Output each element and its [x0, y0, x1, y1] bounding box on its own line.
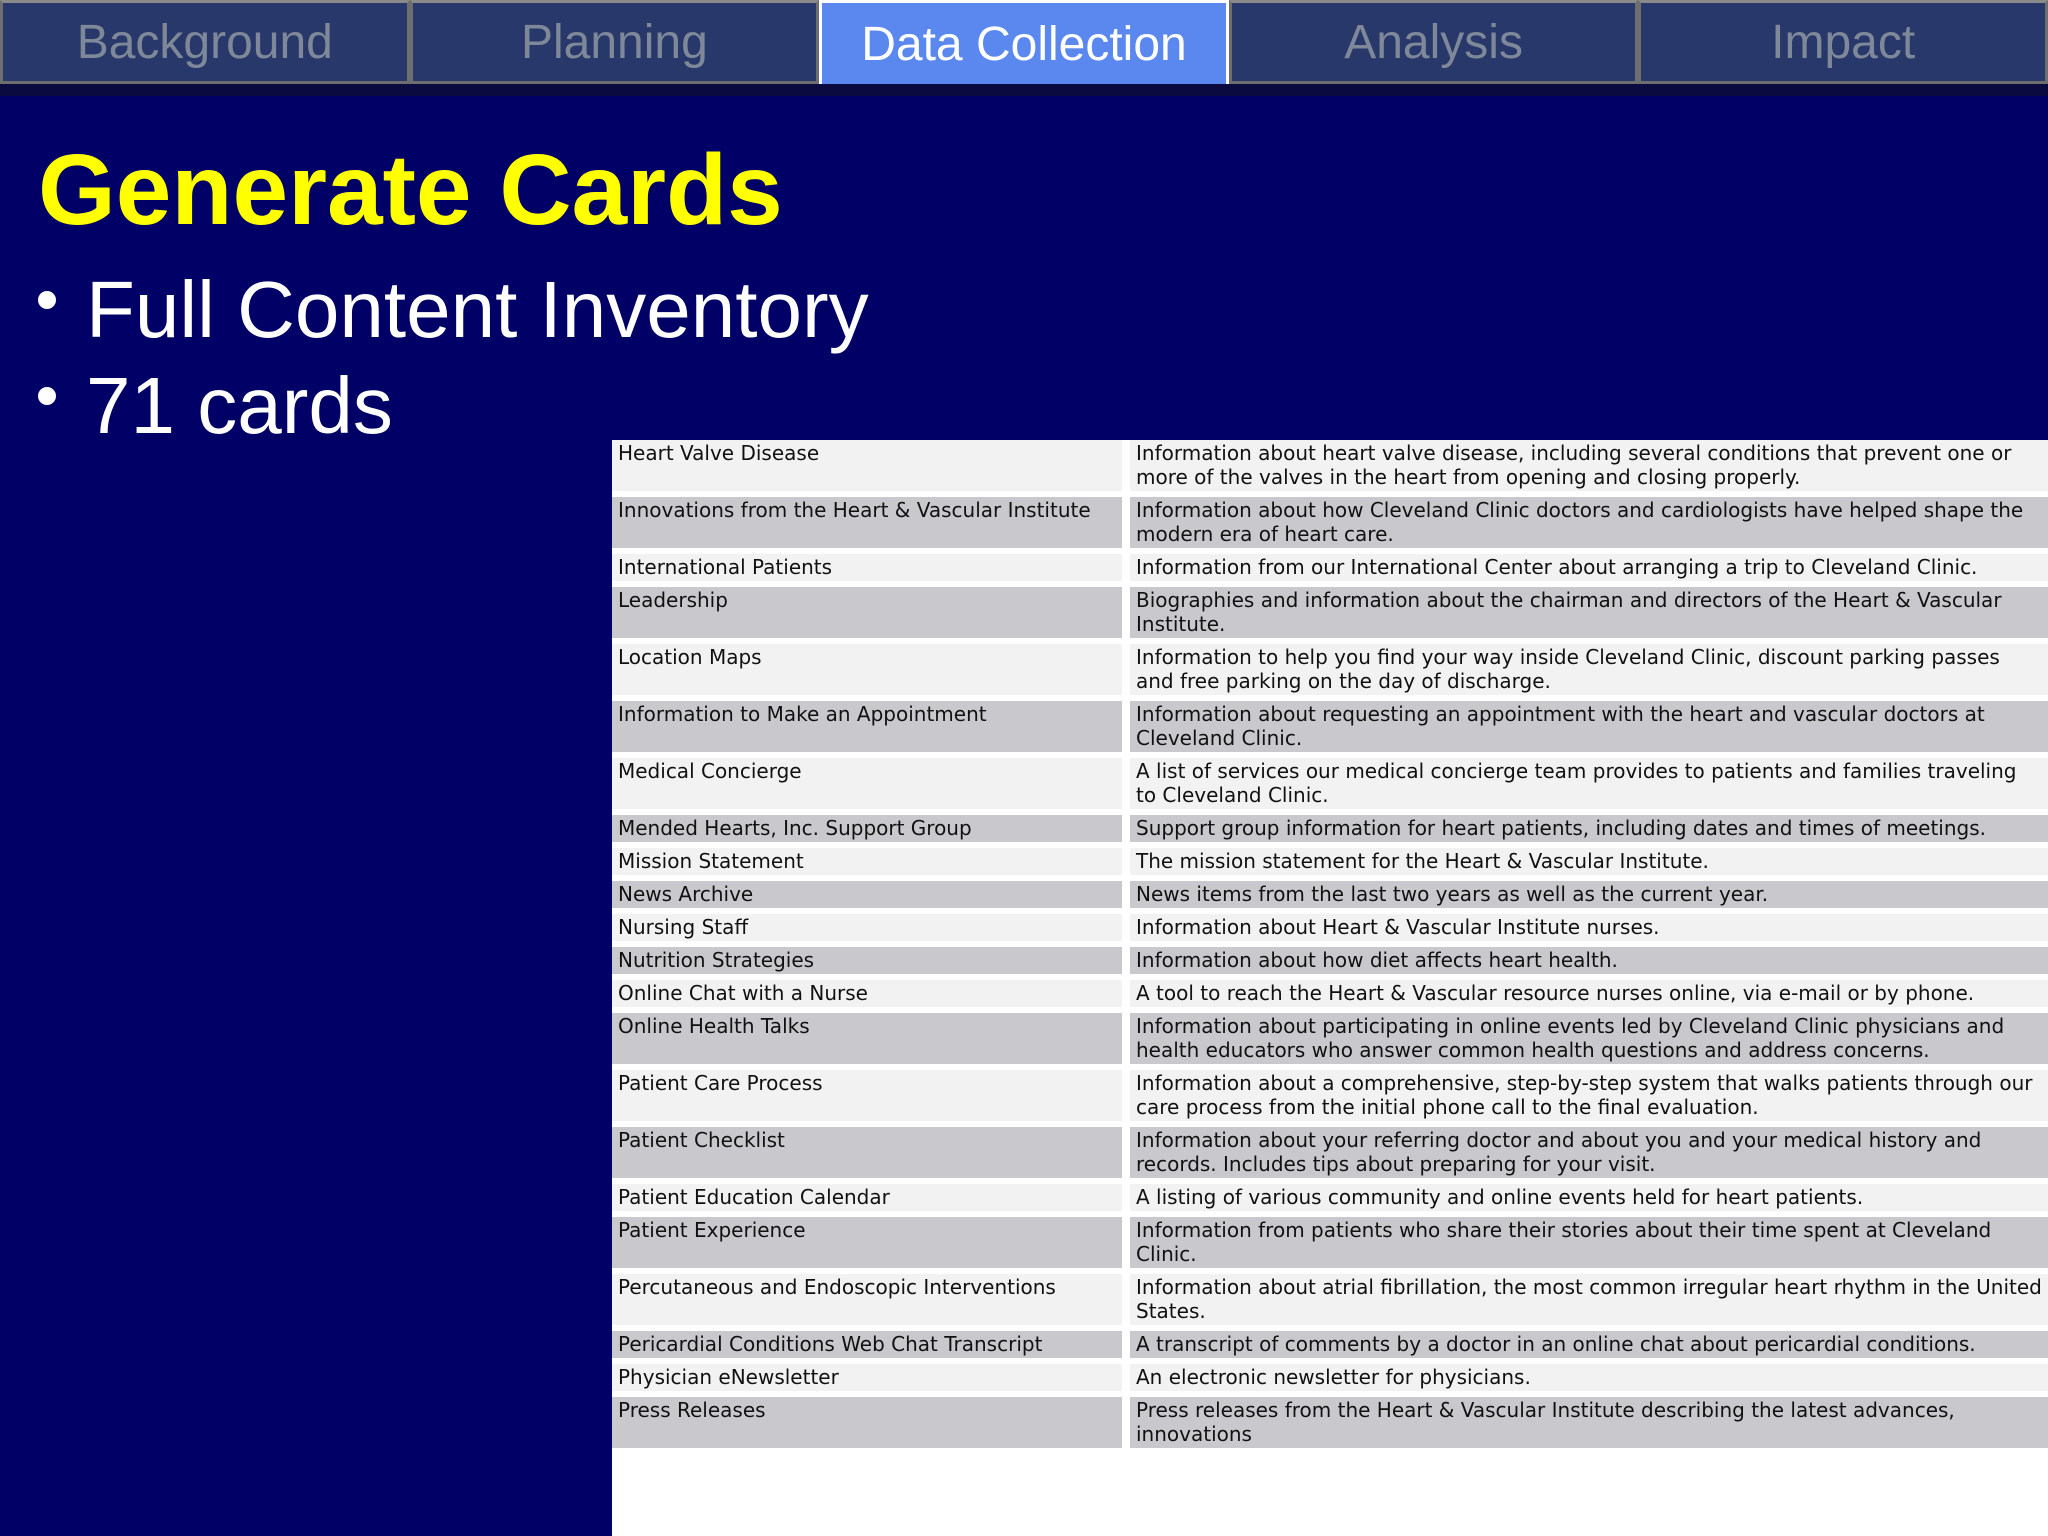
card-name: Location Maps	[612, 644, 1130, 695]
table-row	[612, 440, 2048, 491]
card-name: Mission Statement	[612, 848, 1130, 875]
bullet-text: Full Content Inventory	[86, 265, 869, 354]
table-row	[612, 554, 2048, 581]
card-name: Patient Education Calendar	[612, 1184, 1130, 1211]
table-row	[612, 1184, 2048, 1211]
card-description: Information about atrial fibrillation, the most common irregular heart rhythm in the United States.	[1130, 1274, 2048, 1325]
card-description: Biographies and information about the chairman and directors of the Heart & Vascular Institute.	[1130, 587, 2048, 638]
card-name: Information to Make an Appointment	[612, 701, 1130, 752]
card-name: Patient Checklist	[612, 1127, 1130, 1178]
card-name: Nutrition Strategies	[612, 947, 1130, 974]
card-description: Information about requesting an appointment with the heart and vascular doctors at Cleveland Clinic.	[1130, 701, 2048, 752]
table-row	[612, 497, 2048, 548]
tab-bar-shadow	[0, 84, 2048, 96]
card-name: News Archive	[612, 881, 1130, 908]
tab-background[interactable]: Background	[0, 0, 410, 84]
card-name: Patient Experience	[612, 1217, 1130, 1268]
card-description: Support group information for heart patients, including dates and times of meetings.	[1130, 815, 2048, 842]
card-name: Heart Valve Disease	[612, 440, 1130, 491]
table-row	[612, 1013, 2048, 1064]
card-name: Pericardial Conditions Web Chat Transcript	[612, 1331, 1130, 1358]
table-row	[612, 644, 2048, 695]
card-description: Information from patients who share their stories about their time spent at Cleveland Clinic.	[1130, 1217, 2048, 1268]
bullet-text: 71 cards	[86, 361, 393, 450]
card-name: Physician eNewsletter	[612, 1364, 1130, 1391]
table-row	[612, 848, 2048, 875]
card-description: Information about your referring doctor and about you and your medical history and records. Includes tips about preparing for your visit.	[1130, 1127, 2048, 1178]
card-description: Press releases from the Heart & Vascular Institute describing the latest advances, innovations	[1130, 1397, 2048, 1448]
card-name: Nursing Staff	[612, 914, 1130, 941]
card-description: The mission statement for the Heart & Vascular Institute.	[1130, 848, 2048, 875]
tab-planning[interactable]: Planning	[410, 0, 820, 84]
table-row	[612, 1274, 2048, 1325]
table-row	[612, 758, 2048, 809]
card-name: Online Chat with a Nurse	[612, 980, 1130, 1007]
card-description: Information about how Cleveland Clinic doctors and cardiologists have helped shape the modern era of heart care.	[1130, 497, 2048, 548]
bullet-list	[38, 262, 869, 454]
card-name: Medical Concierge	[612, 758, 1130, 809]
tab-data-collection[interactable]: Data Collection	[819, 0, 1229, 88]
card-name: Mended Hearts, Inc. Support Group	[612, 815, 1130, 842]
section-nav-bar	[0, 0, 2048, 96]
table-row	[612, 1331, 2048, 1358]
table-row	[612, 947, 2048, 974]
card-description: A list of services our medical concierge team provides to patients and families traveling to Cleveland Clinic.	[1130, 758, 2048, 809]
card-description: Information about participating in online events led by Cleveland Clinic physicians and health educators who answer common health questions and address concerns.	[1130, 1013, 2048, 1064]
card-name: Patient Care Process	[612, 1070, 1130, 1121]
card-description: A transcript of comments by a doctor in an online chat about pericardial conditions.	[1130, 1331, 2048, 1358]
table-row	[612, 815, 2048, 842]
table-row	[612, 1070, 2048, 1121]
content-inventory-table	[612, 440, 2048, 1536]
table-row	[612, 980, 2048, 1007]
card-description: An electronic newsletter for physicians.	[1130, 1364, 2048, 1391]
table-row	[612, 1217, 2048, 1268]
card-name: Innovations from the Heart & Vascular Institute	[612, 497, 1130, 548]
table-row	[612, 1127, 2048, 1178]
card-description: News items from the last two years as well as the current year.	[1130, 881, 2048, 908]
bullet-icon	[38, 291, 56, 309]
card-description: Information about Heart & Vascular Institute nurses.	[1130, 914, 2048, 941]
slide-title: Generate Cards	[38, 134, 783, 246]
card-name: Press Releases	[612, 1397, 1130, 1448]
card-description: A tool to reach the Heart & Vascular resource nurses online, via e-mail or by phone.	[1130, 980, 2048, 1007]
bullet-icon	[38, 387, 56, 405]
card-description: Information about heart valve disease, including several conditions that prevent one or more of the valves in the heart from opening and closing properly.	[1130, 440, 2048, 491]
table-row	[612, 701, 2048, 752]
bullet-item	[38, 262, 869, 358]
table-row	[612, 881, 2048, 908]
table-row	[612, 914, 2048, 941]
tab-impact[interactable]: Impact	[1638, 0, 2048, 84]
card-description: Information about how diet affects heart health.	[1130, 947, 2048, 974]
table-row	[612, 587, 2048, 638]
card-description: Information to help you find your way inside Cleveland Clinic, discount parking passes and free parking on the day of discharge.	[1130, 644, 2048, 695]
card-name: International Patients	[612, 554, 1130, 581]
card-description: Information about a comprehensive, step-by-step system that walks patients through our care process from the initial phone call to the final evaluation.	[1130, 1070, 2048, 1121]
card-description: Information from our International Center about arranging a trip to Cleveland Clinic.	[1130, 554, 2048, 581]
table-row	[612, 1397, 2048, 1448]
cards-table	[612, 440, 2048, 1454]
tab-analysis[interactable]: Analysis	[1229, 0, 1639, 84]
card-description: A listing of various community and online events held for heart patients.	[1130, 1184, 2048, 1211]
card-name: Percutaneous and Endoscopic Interventions	[612, 1274, 1130, 1325]
table-row	[612, 1364, 2048, 1391]
section-tabs	[0, 0, 2048, 84]
card-name: Leadership	[612, 587, 1130, 638]
card-name: Online Health Talks	[612, 1013, 1130, 1064]
